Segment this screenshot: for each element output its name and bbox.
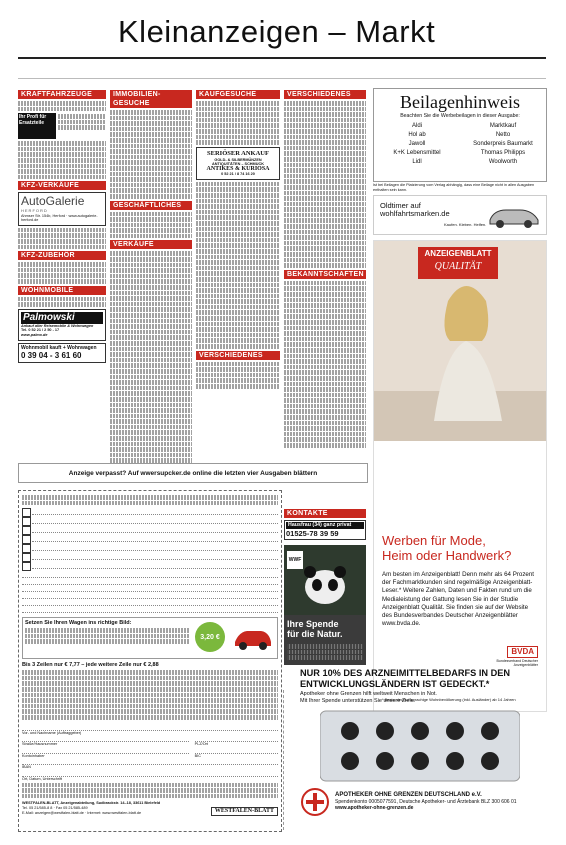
price-line: Bis 3 Zeilen nur € 7,77 – jede weitere Zeile nur € 2,88 <box>22 662 159 669</box>
beilagen-title: Beilagenhinweis <box>400 92 520 112</box>
column-4 <box>284 88 366 483</box>
section-header-immobilien: IMMOBILIEN-GESUCHE <box>110 90 192 108</box>
antik-title: SERIÖSER ANKAUF <box>207 149 269 157</box>
wwf-ad <box>284 545 366 665</box>
pill-blister-image <box>320 709 520 783</box>
publisher-phone: Tel. 05 21/585-8 8 · Fax 05 21/585-489 <box>22 806 88 811</box>
street-label: Straße/Hausnummer <box>22 742 58 747</box>
section-header-verkaeufe: VERKÄUFE <box>110 240 192 249</box>
form-checkbox[interactable] <box>22 562 31 571</box>
cut-line <box>283 690 292 830</box>
beilage-item: Lidl <box>412 159 422 165</box>
bvda-logo <box>488 641 538 667</box>
section-header-kontakte: KONTAKTE <box>284 509 366 518</box>
bic-field[interactable] <box>195 747 278 759</box>
autogalerie-logo: AutoGalerie <box>21 194 85 209</box>
beilage-item: Netto <box>495 132 511 138</box>
name-label: Vor- und Nachname (Auftraggeber) <box>22 730 82 735</box>
section-header-kraftfahrzeuge: KRAFTFAHRZEUGE <box>18 90 106 99</box>
kontoinhaber-field[interactable] <box>22 747 189 759</box>
column-2 <box>110 88 192 463</box>
wwf-headline-1: Ihre Spende <box>287 619 339 629</box>
antik-sub: GOLD- & SILBERMÜNZEN <box>214 157 262 162</box>
beilagen-subtitle: Beachten Sie die Werbebeilagen in dieser Ausgabe: <box>400 113 520 119</box>
section-header-bekanntschaften: BEKANNTSCHAFTEN <box>284 270 366 279</box>
section-header-kfz-verkaeufe: KFZ-VERKÄUFE <box>18 181 106 190</box>
car-offer-title: Setzen Sie Ihren Wagen ins richtige Bild: <box>25 620 132 627</box>
antik-phone: 0 52 21 / 8 74 16 20 <box>221 172 255 177</box>
hausfrau-title: Hausfrau (34) ganz privat <box>286 522 364 529</box>
publisher-logo: WESTFALEN-BLATT <box>211 807 278 816</box>
oldtimer-line2: wohlfahrtsmarken.de <box>380 209 450 218</box>
anzeigenblatt-badge <box>418 247 498 279</box>
ad-antik <box>196 147 280 180</box>
form-checkbox[interactable] <box>22 553 31 562</box>
palmowski-web: www.palmo.de <box>21 332 48 337</box>
ad-hausfrau <box>284 520 366 540</box>
car-photo-offer <box>22 617 278 659</box>
beilage-item: Woolworth <box>488 159 518 165</box>
page-title: Kleinanzeigen – Markt <box>118 14 436 49</box>
section-header-wohnmobile: WOHNMOBILE <box>18 286 106 295</box>
price-badge: 3,20 € <box>195 622 225 652</box>
anzeigenblatt-ad <box>373 240 547 712</box>
anzeigenblatt-headline-2: Heim oder Handwerk? <box>382 548 512 563</box>
column-1 <box>18 88 106 463</box>
beilage-item: Marktkauf <box>489 123 517 129</box>
bic-label: BIC <box>194 753 202 758</box>
iban-label: IBAN <box>22 765 31 770</box>
oldtimer-car-icon <box>486 200 542 230</box>
sub-rule <box>18 78 546 79</box>
wohnmobile-line: Wohnmobil kauft + Wohnwagen <box>21 344 97 351</box>
beilagen-list <box>374 122 546 167</box>
ad-dark-badge: Ihr Profi für Ersatzteile <box>18 113 56 139</box>
apotheker-sub2: Mit Ihrer Spende unterstützen Sie unsere Ziele. <box>300 698 416 704</box>
form-line[interactable] <box>22 578 278 585</box>
section-header-kaufgesuche: KAUFGESUCHE <box>196 90 280 99</box>
palmowski-text: Ankauf aller Reisemobile & Wohnwagen <box>21 323 94 328</box>
ad-block <box>18 113 106 139</box>
anzeigenblatt-footnote: * Basis: deutschsprachige Wohnbevölkerung (inkl. Ausländer) ab 14 Jahren <box>382 697 516 702</box>
form-line[interactable] <box>22 599 278 606</box>
bvda-mark: BVDA <box>507 646 538 658</box>
oldtimer-line3: Kaufen. Kleben. Helfen. <box>444 222 487 227</box>
form-checkbox[interactable] <box>22 535 31 544</box>
column-3 <box>196 88 280 463</box>
plz-field[interactable] <box>195 735 278 747</box>
ad-palmowski <box>18 309 106 341</box>
anzeigenblatt-body: Am besten im Anzeigenblatt! Denn mehr als 64 Prozent der Fachmarktkunden sind regelmäßige Anzeigenblatt-Leser.* Weitere Zahlen, Daten und Fakten rund um die Medialeistung der Gattung lesen Sie in der Studie Anzeigenblatt Qualität. Sie finden sie auf der Website des Bundesverbandes Deutscher Anzeigenblätter www.bvda.de. <box>382 571 535 628</box>
autogalerie-sub: HERFORD <box>21 208 48 214</box>
plz-label: PLZ/Ort <box>194 742 208 747</box>
oldtimer-line1: Oldtimer auf <box>380 201 421 210</box>
form-grid[interactable] <box>22 508 278 571</box>
apotheker-web: www.apotheker-ohne-grenzen.de <box>335 805 414 812</box>
anzeigenblatt-headline-1: Werben für Mode, <box>382 533 486 548</box>
form-checkbox[interactable] <box>22 517 31 526</box>
oldtimer-ad <box>373 195 547 235</box>
beilagen-box <box>373 88 547 182</box>
title-rule <box>18 57 546 59</box>
beilage-item: Sonderpreis Baumarkt <box>473 141 533 147</box>
form-checkbox[interactable] <box>22 544 31 553</box>
bvda-sub: Bundesverband Deutscher Anzeigenblätter <box>496 659 538 667</box>
apotheker-org: APOTHEKER OHNE GRENZEN DEUTSCHLAND e.V. <box>335 792 482 799</box>
wwf-logo: WWF <box>287 551 303 569</box>
apotheker-ad <box>300 668 548 838</box>
apotheker-logo-icon <box>300 787 330 817</box>
apotheker-sub1: Apotheker ohne Grenzen hilft weltweit Menschen in Not. <box>300 691 437 697</box>
section-header-verschiedenes-2: VERSCHIEDENES <box>284 90 366 99</box>
autogalerie-text: Ahmser Str. 154b, Herford · www.autogalerie-herford.de <box>21 213 98 223</box>
car-icon <box>233 622 273 652</box>
beilage-item: Hol ab <box>408 132 426 138</box>
form-checkbox[interactable] <box>22 508 31 517</box>
ad-autogalerie <box>18 192 106 225</box>
beilage-item: Thomas Philipps <box>480 150 526 156</box>
form-line[interactable] <box>22 606 278 613</box>
palmowski-phone: Tel. 0 52 21 / 2 50 - 17 <box>21 328 60 333</box>
hausfrau-phone: 01525-78 39 59 <box>286 529 339 538</box>
section-header-verschiedenes: VERSCHIEDENES <box>196 351 280 360</box>
anzeige-verpasst-text[interactable]: Anzeige verpasst? Auf wwersupcker.de online die letzten vier Ausgaben blättern <box>68 469 318 477</box>
apotheker-headline: NUR 10% DES ARZNEIMITTELBEDARFS IN DEN ENTWICKLUNGSLÄNDERN IST GEDECKT.* <box>300 668 510 689</box>
datum-label: Ort, Datum, Unterschrift <box>22 776 63 781</box>
antik-name: ANTIKES & KURIOSA <box>206 165 270 172</box>
publisher-mail: E-Mail: anzeigen@westfalen-blatt.de · Internet: www.westfalen-blatt.de <box>22 810 142 815</box>
palmowski-logo: Palmowski <box>21 312 103 324</box>
wohnmobile-phone: 0 39 04 - 3 61 60 <box>21 350 82 360</box>
section-header-geschaeftliches: GESCHÄFTLICHES <box>110 201 192 210</box>
ad-wohnmobile <box>18 343 106 363</box>
publisher-address: WESTFALEN-BLATT, Anzeigenabteilung, Sudbrackstr. 14–18, 33611 Bielefeld <box>22 801 161 806</box>
antik-sub2: ANTIQUITÄTEN – SCHMUCK <box>212 162 264 167</box>
street-field[interactable] <box>22 735 189 747</box>
beilage-item: K+K Lebensmittel <box>393 150 441 156</box>
kontakte-block <box>284 507 366 542</box>
beilage-item: Aldi <box>411 123 422 129</box>
order-form <box>18 490 282 832</box>
form-line[interactable] <box>22 592 278 599</box>
form-checkbox[interactable] <box>22 526 31 535</box>
iban-field[interactable] <box>22 758 278 770</box>
section-header-kfz-zubehoer: KFZ-ZUBEHÖR <box>18 251 106 260</box>
datum-field[interactable] <box>22 770 278 782</box>
apotheker-bank: Spendenkonto 0005077591, Deutsche Apotheker- und Ärztebank BLZ 300 606 01 <box>335 798 517 805</box>
badge-line2: QUALITÄT <box>434 261 482 272</box>
beilagen-footnote: Ist bei Beilagen die Platzierung vom Verlag abhängig, dass eine Beilage nicht in allen Ausgaben enthalten sein kann. <box>373 183 535 192</box>
kontoinhaber-label: Kontoinhaber <box>22 753 45 758</box>
name-field[interactable] <box>22 724 278 736</box>
wwf-headline-2: für die Natur. <box>287 629 343 639</box>
badge-line1: ANZEIGENBLATT <box>424 249 492 258</box>
anzeige-verpasst-banner[interactable] <box>18 463 368 483</box>
form-line[interactable] <box>22 571 278 578</box>
form-line[interactable] <box>22 585 278 592</box>
beilage-item: Jawoll <box>408 141 426 147</box>
